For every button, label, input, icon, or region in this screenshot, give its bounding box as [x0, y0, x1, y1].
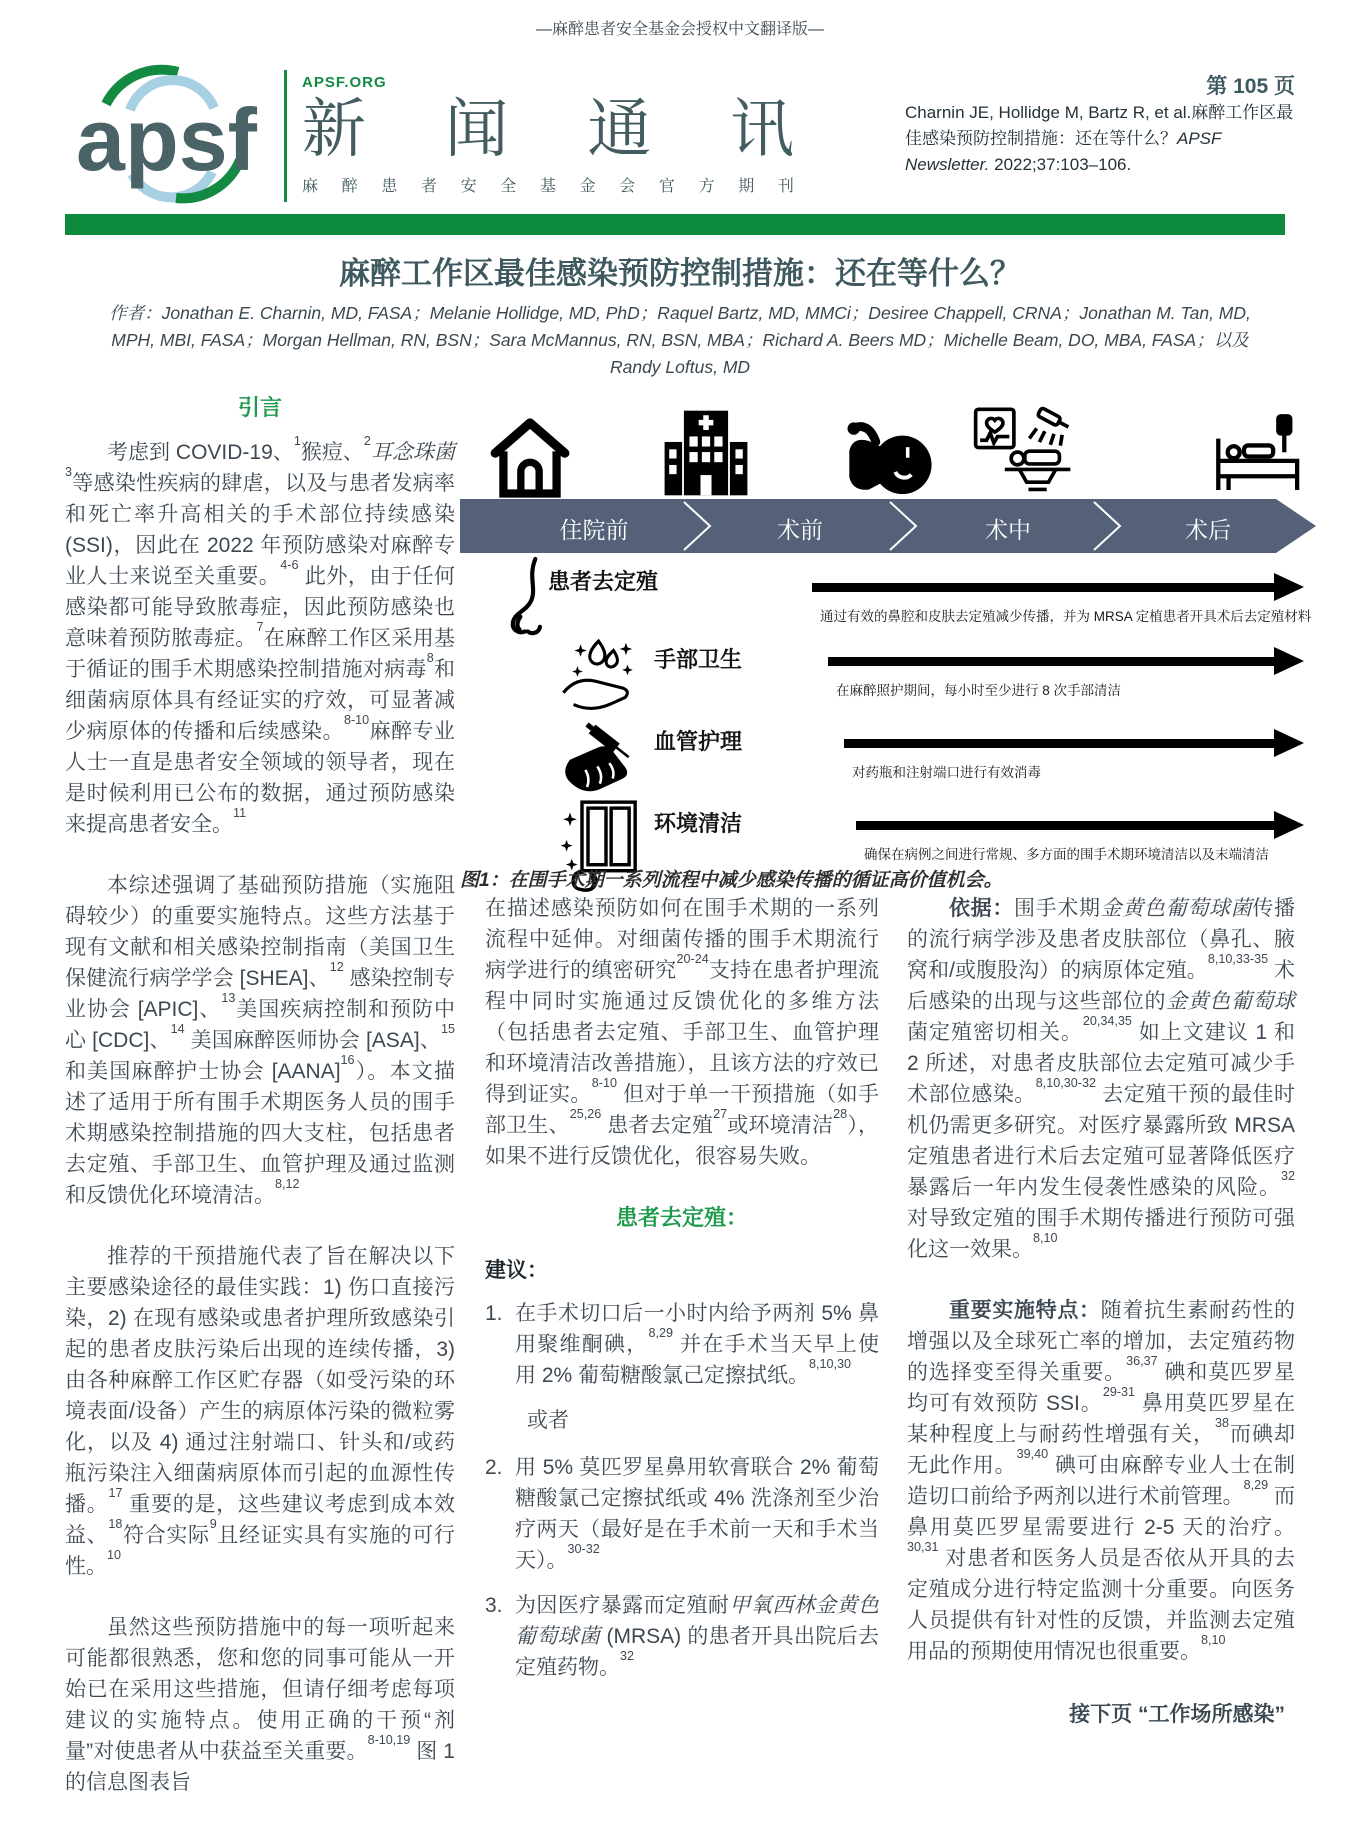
- paragraph: 在描述感染预防如何在围手术期的一系列流程中延伸。对细菌传播的围手术期流行病学进行的缜密研究$^{20-24}$支持在患者护理流程中同时实施通过反馈优化的多维方法（包括患者去定殖、手部卫生、血管护理和环境清洁改善措施），且该方法的疗效已得到证实。$^{8-10}$ 但对于单一干预措施（如手部卫生、$^{25,26}$ 患者去定殖$^{27}$或环境清洁$^{28}$），如果不进行反馈优化，很容易失败。: [485, 897, 880, 1168]
- newsletter-title: [302, 95, 794, 163]
- authors-line: Randy Loftus, MD: [609, 357, 751, 377]
- paragraph: 重要实施特点：随着抗生素耐药性的增强以及全球死亡率的增加，去定殖药物的选择变至得关重要。$^{36,37}$ 碘和莫匹罗星均可有效预防 SSI。$^{29-31}$ 鼻用莫匹罗星在某种程度上与耐药性增强有关，$^{38}$而碘却无此作用。$^{39,40}$ 碘可由麻醉专业人士在制造切口前给予两剂以进行术前管理。$^{8,29}$ 而鼻用莫匹罗星需要进行 2-5 天的治疗。$^{30,31}$ 对患者和医务人员是否依从开具的去定殖成分进行特定监测十分重要。向医务人员提供有针对性的反馈，并监测去定殖用品的预期使用情况也很重要。$^{8,10}$: [907, 1299, 1296, 1663]
- title-char: 闻: [444, 93, 509, 165]
- title-char: 通: [587, 93, 652, 165]
- masthead: [302, 74, 794, 196]
- masthead-divider: [284, 70, 287, 202]
- figure-row-label-hand-hygiene: 手部卫生: [654, 647, 743, 672]
- home-icon: [484, 411, 576, 499]
- nose-icon: [500, 555, 552, 641]
- header-rule: [65, 214, 1285, 235]
- authors-byline: [80, 300, 1280, 381]
- recommendation-item: [485, 1590, 879, 1683]
- figure-1: [460, 405, 1320, 891]
- figure-caption: 图1：在围手术期一系列流程中减少感染传播的循证高价值机会。: [460, 870, 1003, 891]
- surgical-prep-icon: [972, 405, 1074, 501]
- item-number: 2.: [485, 1456, 503, 1479]
- paragraph: 虽然这些预防措施中的每一项听起来可能都很熟悉，您和您的同事可能从一开始已在采用这些措施，但请仔细考虑每项建议的实施特点。使用正确的干预“剂量”对使患者从中获益至关重要。$^{8-10,19}$ 图 1 的信息图表旨: [65, 1616, 455, 1794]
- translation-note: —麻醉患者安全基金会授权中文翻译版—: [535, 21, 824, 38]
- article-title: 麻醉工作区最佳感染预防控制措施：还在等什么？: [339, 256, 1021, 291]
- column-left: [65, 392, 455, 1828]
- section-heading-intro: 引言: [237, 395, 282, 420]
- svg-text:apsf: apsf: [76, 90, 257, 189]
- authors-line: 作者：Jonathan E. Charnin, MD, FASA；Melanie Hollidge, MD, PhD；Raquel Bartz, MD, MMCi；Desiree Chappell, CRNA；Jonathan M. Tan, MD,: [109, 303, 1251, 323]
- item-text: 用 5% 莫匹罗星鼻用软膏联合 2% 葡萄糖酸氯己定擦拭纸或 4% 洗涤剂至少治疗两天（最好是在手术前一天和手术当天）。$^{30-32}$: [515, 1456, 879, 1572]
- newsletter-tagline: 麻 醉 患 者 安 全 基 金 会 官 方 期 刊: [302, 178, 794, 195]
- apsf-logo-icon: [68, 58, 273, 210]
- or-label: 或者: [527, 1409, 569, 1432]
- stage-intraop: 术中: [985, 517, 1031, 543]
- paragraph: 考虑到 COVID-19、$^1$猴痘、$^2$耳念珠菌$^3$等感染性疾病的肆虐，以及与患者发病率和死亡率升高相关的手术部位持续感染 (SSI)，因此在 2022 年预防感染对麻醉专业人士来说至关重要。$^{4-6}$ 此外，由于任何感染都可能导致脓毒症，因此预防感染也意味着预防脓毒症。$^7$在麻醉工作区采用基于循证的围手术期感染控制措施对病毒$^8$和细菌病原体具有经证实的疗效，可显著减少病原体的传播和后续感染。$^{8-10}$麻醉专业人士一直是患者安全领域的领导者，现在是时候利用已公布的数据，通过预防感染来提高患者安全。$^{11}$: [65, 434, 456, 836]
- recommendation-item: [485, 1298, 879, 1391]
- title-char: 新: [302, 93, 366, 165]
- stage-postop: 术后: [1185, 517, 1231, 543]
- item-text: 在手术切口后一小时内给予两剂 5% 鼻用聚维酮碘，$^{8,29}$ 并在手术当天早上使用 2% 葡萄糖酸氯己定擦拭纸。$^{8,10,30}$: [515, 1302, 880, 1387]
- figure-row-note: 对药瓶和注射端口进行有效消毒: [852, 765, 1041, 780]
- anesthesia-mask-icon: [844, 413, 936, 499]
- recommendation-item: [485, 1452, 879, 1576]
- title-char: 讯: [729, 93, 794, 165]
- recommendations-label: 建议：: [485, 1259, 548, 1282]
- column-middle: [485, 893, 879, 1697]
- hand-hygiene-icon: [554, 633, 640, 715]
- figure-row-label-environment: 环境清洁: [654, 811, 743, 836]
- figure-row-note: 在麻醉照护期间，每小时至少进行 8 次手部清洁: [836, 683, 1122, 698]
- stage-preop: 术前: [777, 517, 823, 543]
- item-number: 3.: [485, 1594, 503, 1617]
- section-heading-decolonization: 患者去定殖：: [615, 1205, 748, 1230]
- apsf-org-link[interactable]: APSF.ORG: [302, 74, 387, 91]
- article-citation: Charnin JE, Hollidge M, Bartz R, et al.麻醉工作区最佳感染预防控制措施：还在等什么？APSF Newsletter. 2022;37:103–106.: [905, 103, 1294, 174]
- apsf-logo: [68, 58, 273, 210]
- paragraph: 推荐的干预措施代表了旨在解决以下主要感染途径的最佳实践：1) 伤口直接污染，2) 在现有感染或患者护理所致感染引起的患者皮肤污染后出现的连续传播，3) 由各种麻醉工作区贮存器（如受污染的环境表面/设备）产生的病原体污染的微粒雾化，以及 4) 通过注射端口、针头和/或药瓶污染注入细菌病原体而引起的血源性传播。$^{17}$ 重要的是，这些建议考虑到成本效益、$^{18}$符合实际$^9$且经证实具有实施的可行性。$^{10}$: [65, 1245, 456, 1578]
- item-text: 为因医疗暴露而定殖耐甲氧西林金黄色葡萄球菌 (MRSA) 的患者开具出院后去定殖药物。$^{32}$: [515, 1594, 880, 1679]
- hospital-icon: [660, 407, 752, 499]
- paragraph: 本综述强调了基础预防措施（实施阻碍较少）的重要实施特点。这些方法基于现有文献和相关感染控制指南（美国卫生保健流行病学学会 [SHEA]、$^{12}$ 感染控制专业协会 [APIC]、$^{13}$美国疾病控制和预防中心 [CDC]、$^{14}$ 美国麻醉医师协会 [ASA]、$^{15}$ 和美国麻醉护士协会 [AANA]$^{16}$）。本文描述了适用于所有围手术期医务人员的围手术期感染控制措施的四大支柱，包括患者去定殖、手部卫生、血管护理及通过监测和反馈优化环境清洁。$^{8,12}$: [65, 874, 456, 1207]
- figure-row-note: 通过有效的鼻腔和皮肤去定殖减少传播，并为 MRSA 定植患者开具术后去定殖材料: [820, 609, 1312, 624]
- figure-row-note: 确保在病例之间进行常规、多方面的围手术期环境清洁以及末端清洁: [864, 847, 1269, 862]
- continued-next-page-note: 接下页 “工作场所感染”: [1069, 1703, 1285, 1726]
- item-number: 1.: [485, 1302, 503, 1325]
- figure-row-label-decolonization: 患者去定殖: [548, 569, 659, 594]
- page-number: 第 105 页: [1206, 75, 1295, 98]
- paragraph: 依据：围手术期金黄色葡萄球菌传播的流行病学涉及患者皮肤部位（鼻孔、腋窝和/或腹股沟）的病原体定殖。$^{8,10,33-35}$ 术后感染的出现与这些部位的金黄色葡萄球菌定殖密切相关。$^{20,34,35}$ 如上文建议 1 和 2 所述，对患者皮肤部位去定殖可减少手术部位感染。$^{8,10,30-32}$ 去定殖干预的最佳时机仍需更多研究。对医疗暴露所致 MRSA 定殖患者进行术后去定殖可显著降低医疗暴露后一年内发生侵袭性感染的风险。$^{32}$ 对导致定殖的围手术期传播进行预防可强化这一效果。$^{8,10}$: [907, 897, 1296, 1261]
- authors-line: MPH, MBI, FASA；Morgan Hellman, RN, BSN；Sara McMannus, RN, BSN, MBA；Richard A. Beers MD；Michelle Beam, DO, MBA, FASA；以及: [111, 330, 1249, 350]
- stage-pre-admission: 住院前: [559, 517, 629, 543]
- hospital-bed-icon: [1208, 409, 1304, 499]
- figure-row-label-vascular-care: 血管护理: [654, 729, 743, 754]
- column-right: [907, 893, 1295, 1697]
- vascular-care-icon: [556, 717, 642, 799]
